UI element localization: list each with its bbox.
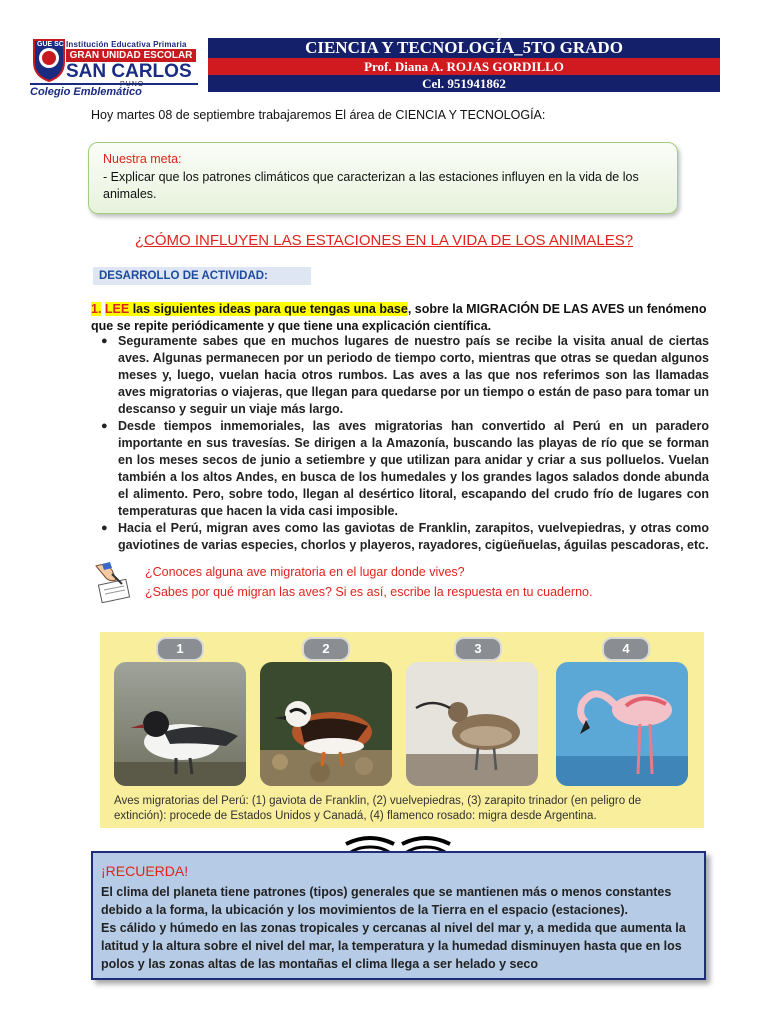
intro-text: Hoy martes 08 de septiembre trabajaremos El área de CIENCIA Y TECNOLOGÍA: — [91, 108, 546, 122]
logo-line-4: PUNO — [120, 81, 145, 88]
logo-line-1: Institución Educativa Primaria — [66, 40, 187, 49]
turnstone-photo — [260, 662, 392, 786]
bird-number-badge: 1 — [156, 637, 204, 661]
flamingo-photo — [556, 662, 688, 786]
logo-line-2: GRAN UNIDAD ESCOLAR — [66, 49, 196, 62]
seal-text: GUE SC — [37, 41, 64, 48]
gull-photo — [114, 662, 246, 786]
step-verb: LEE — [104, 302, 130, 316]
bullet-icon: ● — [101, 522, 108, 534]
main-question: ¿CÓMO INFLUYEN LAS ESTACIONES EN LA VIDA DE LOS ANIMALES? — [134, 232, 634, 249]
bird-number-badge: 4 — [602, 637, 650, 661]
step-rest: , sobre la MIGRACIÓN DE LAS AVES un fenómeno que se repite periódicamente y que tiene una explicación científica. — [91, 302, 707, 333]
remember-title: ¡RECUERDA! — [101, 863, 189, 879]
remember-box — [91, 851, 706, 980]
phone-number: Cel. 951941862 — [208, 75, 720, 92]
remember-paragraph: El clima del planeta tiene patrones (tipos) generales que se mantienen más o menos constantes debido a la forma, la ubicación y los movimientos de la Tierra en el espacio (estaciones). — [101, 885, 672, 917]
bullet-text: Seguramente sabes que en muchos lugares de nuestro país se recibe la visita anual de ciertas aves. Algunas permanecen por un periodo de tiempo corto, mientras que otras se quedan algunos meses y, luego, vuelan hacia otros rumbos. Las aves a las que nos referimos son las llamadas aves migratorias o viajeras, que llegan para quedarse por un tiempo o están de paso para tomar un descanso y seguir un viaje más largo. — [118, 334, 709, 416]
bullet-icon: ● — [101, 420, 108, 432]
remember-paragraph: Es cálido y húmedo en las zonas tropicales y cercanas al nivel del mar y, a medida que aumenta la latitud y la altura sobre el nivel del mar, la temperatura y la humedad disminuyen hasta que en los polos y las zonas altas de las montañas el clima llega a ser helado y seco — [101, 921, 686, 971]
goal-title: Nuestra meta: — [103, 152, 182, 166]
step-number: 1. — [91, 302, 102, 316]
remember-text — [101, 883, 699, 973]
school-logo — [30, 38, 198, 96]
teacher-name: Prof. Diana A. ROJAS GORDILLO — [208, 58, 720, 75]
birds-caption: Aves migratorias del Perú: (1) gaviota de Franklin, (2) vuelvepiedras, (3) zarapito trinador (en peligro de extinción): procede de Estados Unidos y Canadá, (4) flamenco rosado: migra desde Argentina. — [114, 795, 642, 822]
bullet-icon: ● — [101, 335, 108, 347]
bird-number-badge: 3 — [454, 637, 502, 661]
question-1: ¿Conoces alguna ave migratoria en el lugar donde vives? — [145, 565, 465, 579]
step-highlight: las siguientes ideas para que tengas una base — [129, 302, 408, 316]
goal-box — [88, 142, 678, 214]
logo-line-3: SAN CARLOS — [66, 61, 192, 82]
bullet-text: Desde tiempos inmemoriales, las aves migratorias han convertido al Perú en un paradero importante en sus travesías. Se dirigen a la Amazonía, buscando las playas de río que se forman en los meses secos de junio a setiembre y que utilizan para anidar y criar a sus polluelos. Vuelan también a los altos Andes, en busca de los humedales y los grandes lagos salados donde abunda el alimento. Pero, sobre todo, llegan al desértico litoral, escapando del crudo frío de lugares con temperaturas que hacen la vida casi imposible. — [118, 419, 709, 518]
bullet-text: Hacia el Perú, migran aves como las gaviotas de Franklin, zarapitos, vuelvepiedras, y otras como gaviotines de varias especies, chorlos y playeros, rayadores, cigüeñuelas, águilas pescadoras, etc. — [118, 521, 709, 552]
bullet-list — [101, 333, 709, 554]
logo-line-5: Colegio Emblemático — [30, 83, 198, 98]
whimbrel-photo — [406, 662, 538, 786]
development-label: DESARROLLO DE ACTIVIDAD: — [93, 267, 311, 285]
document-title: CIENCIA Y TECNOLOGÍA_5TO GRADO — [208, 38, 720, 58]
writing-hand-icon — [92, 560, 136, 604]
list-item — [101, 520, 709, 554]
goal-text: - Explicar que los patrones climáticos que caracterizan a las estaciones influyen en la vida de los animales. — [103, 170, 639, 201]
step-1-instruction — [91, 301, 711, 335]
bird-number-badge: 2 — [302, 637, 350, 661]
birds-panel — [100, 632, 704, 828]
question-2: ¿Sabes por qué migran las aves? Si es así, escribe la respuesta en tu cuaderno. — [145, 585, 593, 599]
list-item — [101, 333, 709, 418]
list-item — [101, 418, 709, 520]
